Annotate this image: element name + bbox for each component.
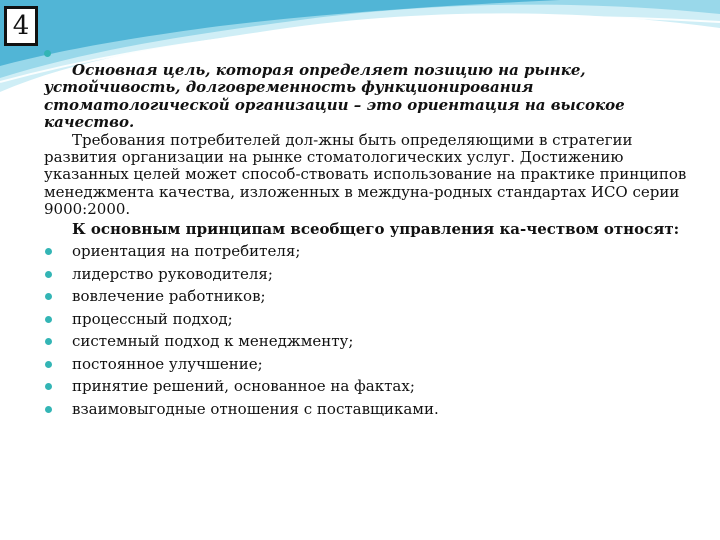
bullet-icon (44, 50, 51, 57)
principle-item (44, 375, 709, 398)
intro-paragraph: Основная цель, которая определяет позицию на рынке, устойчивость, долговременность функционирования стоматологической организации – это ориентация на высокое качество. (44, 61, 625, 132)
principle-text: лидерство руководителя; (72, 264, 273, 283)
principle-text: постоянное улучшение; (72, 354, 263, 373)
bullet-icon (45, 248, 52, 255)
requirements-paragraph: Требования потребителей дол-жны быть определяющими в стратегии развития организации на рынке стоматологических услуг. Достижению указанных целей может способ-ствовать использование на практике принципов менеджмента качества, изложенных в междуна-родных стандартах ИСО серии 9000:2000. (44, 130, 687, 219)
bullet-icon (45, 338, 52, 345)
bullet-icon (45, 293, 52, 300)
principle-item (44, 353, 709, 376)
bullet-icon (45, 271, 52, 278)
bullet-icon (45, 316, 52, 323)
principle-item (44, 263, 709, 286)
principle-text: системный подход к менеджменту; (72, 332, 354, 351)
principle-text: принятие решений, основанное на фактах; (72, 377, 415, 396)
principle-text: взаимовыгодные отношения с поставщиками. (72, 399, 439, 418)
bullet-icon (45, 361, 52, 368)
bullet-icon (45, 406, 52, 413)
principle-item (44, 240, 709, 263)
slide-content (44, 44, 709, 420)
slide-number: 4 (4, 6, 38, 46)
principle-text: ориентация на потребителя; (72, 242, 301, 261)
principle-item (44, 308, 709, 331)
principle-item (44, 330, 709, 353)
principle-text: вовлечение работников; (72, 287, 266, 306)
principles-list (44, 240, 709, 420)
principle-item (44, 398, 709, 421)
principle-item (44, 285, 709, 308)
empty-bullet (44, 44, 709, 62)
principles-heading: К основным принципам всеобщего управления ка-чеством относят: (72, 219, 680, 238)
bullet-icon (45, 383, 52, 390)
principle-text: процессный подход; (72, 309, 233, 328)
